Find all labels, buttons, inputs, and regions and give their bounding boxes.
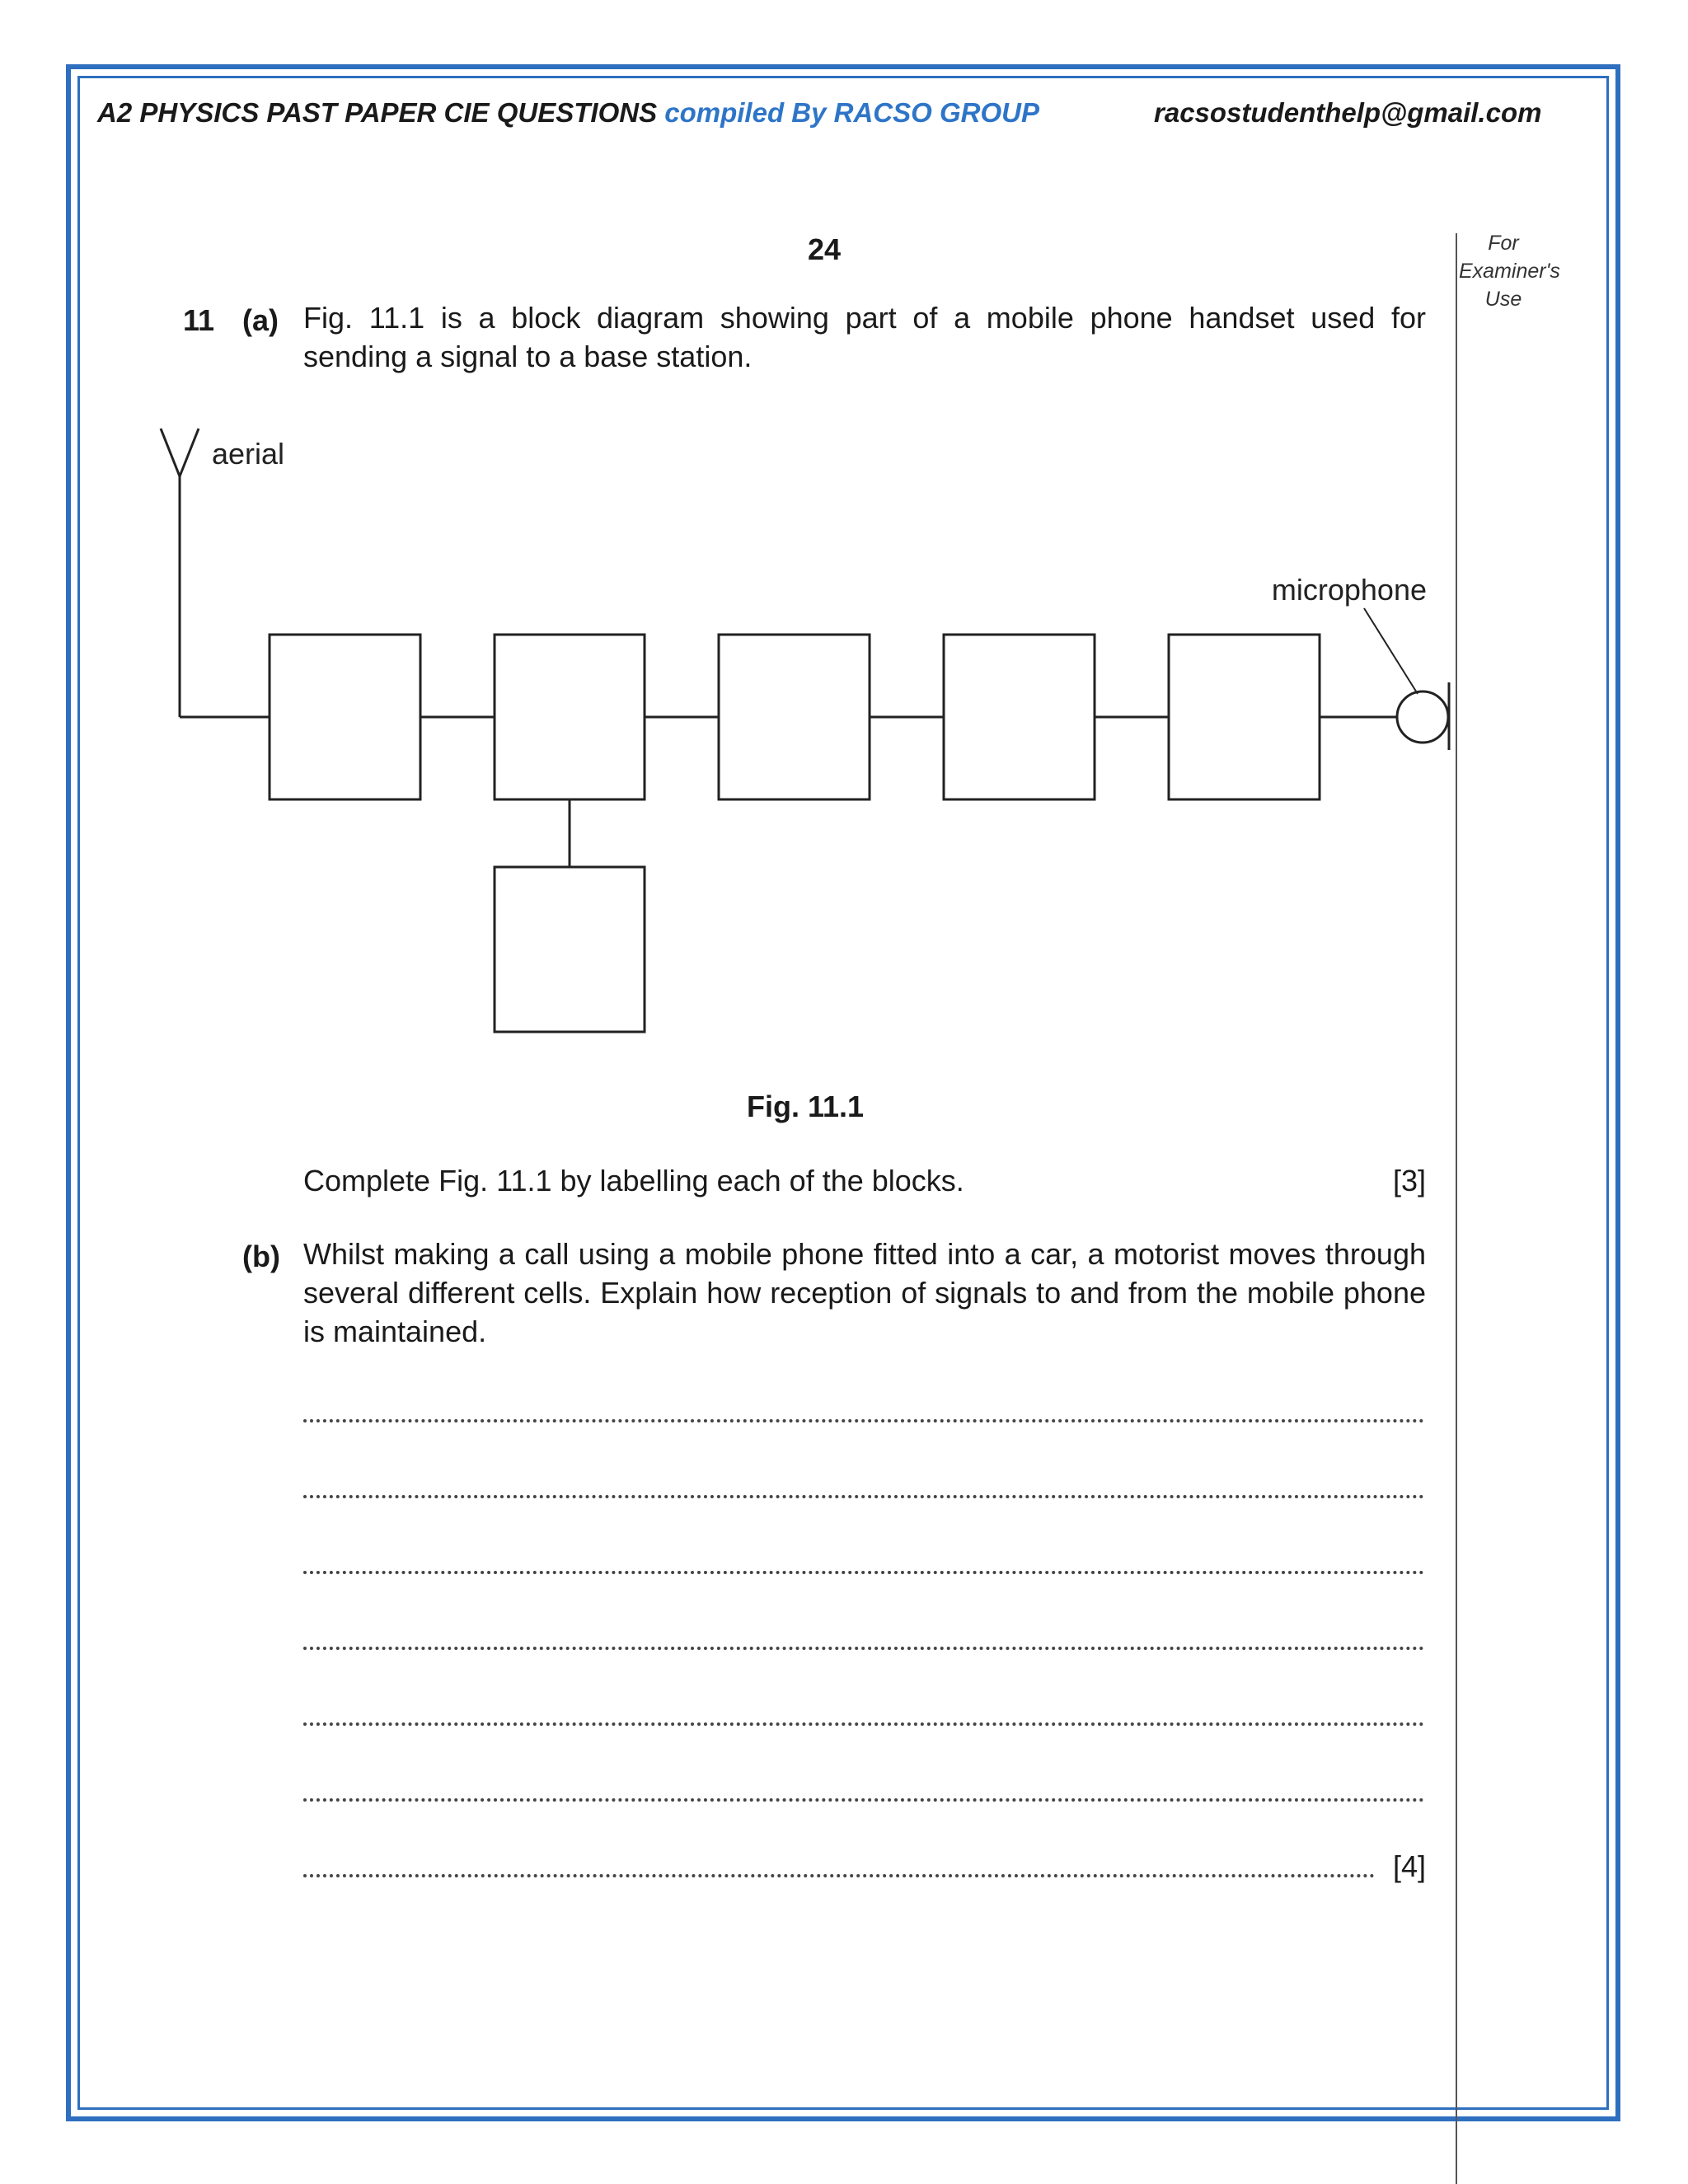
examiner-label-line-3: Use: [1484, 288, 1522, 311]
block-5: [1169, 635, 1320, 799]
part-a-marks: [3]: [1393, 1164, 1427, 1197]
header-compiled-by: compiled By RACSO GROUP: [664, 97, 1039, 128]
microphone-label: microphone: [1271, 573, 1427, 607]
examiner-label-line-2: Examiner's: [1459, 260, 1560, 283]
figure-caption: Fig. 11.1: [747, 1090, 865, 1123]
answer-line-4[interactable]: [303, 1647, 1424, 1650]
page-number: 24: [808, 232, 842, 266]
part-b-text: Whilst making a call using a mobile phone fitted into a car, a motorist moves through several different cells. Explain how reception of signals to and from the mobile phone is maintained.: [303, 1237, 1426, 1348]
part-b-marks: [4]: [1393, 1849, 1427, 1883]
block-3: [719, 635, 870, 799]
block-4: [944, 635, 1095, 799]
question-number: 11: [183, 303, 215, 337]
answer-line-1[interactable]: [303, 1419, 1424, 1422]
block-diagram: [0, 0, 1688, 1071]
microphone-leader-line: [1364, 608, 1418, 694]
aerial-arm-left: [161, 429, 180, 476]
header-title: A2 PHYSICS PAST PAPER CIE QUESTIONS: [97, 97, 658, 128]
answer-line-2[interactable]: [303, 1495, 1424, 1498]
block-6: [495, 867, 645, 1032]
block-2: [495, 635, 645, 799]
microphone-icon: [1397, 691, 1448, 743]
answer-line-5[interactable]: [303, 1722, 1424, 1726]
block-1: [270, 635, 420, 799]
part-a-text: Fig. 11.1 is a block diagram showing part of a mobile phone handset used for sending a signal to a base station.: [303, 301, 1426, 373]
aerial-arm-right: [180, 429, 199, 476]
aerial-label: aerial: [212, 437, 285, 471]
examiner-label-line-1: For: [1488, 232, 1519, 255]
header-email: racsostudenthelp@gmail.com: [1154, 97, 1542, 128]
answer-line-6[interactable]: [303, 1798, 1424, 1802]
part-b-label: (b): [242, 1240, 280, 1273]
answer-line-3[interactable]: [303, 1571, 1424, 1574]
part-a-label: (a): [242, 303, 279, 337]
answer-line-7[interactable]: [303, 1874, 1375, 1877]
part-a-instruction: Complete Fig. 11.1 by labelling each of the blocks.: [303, 1164, 964, 1197]
